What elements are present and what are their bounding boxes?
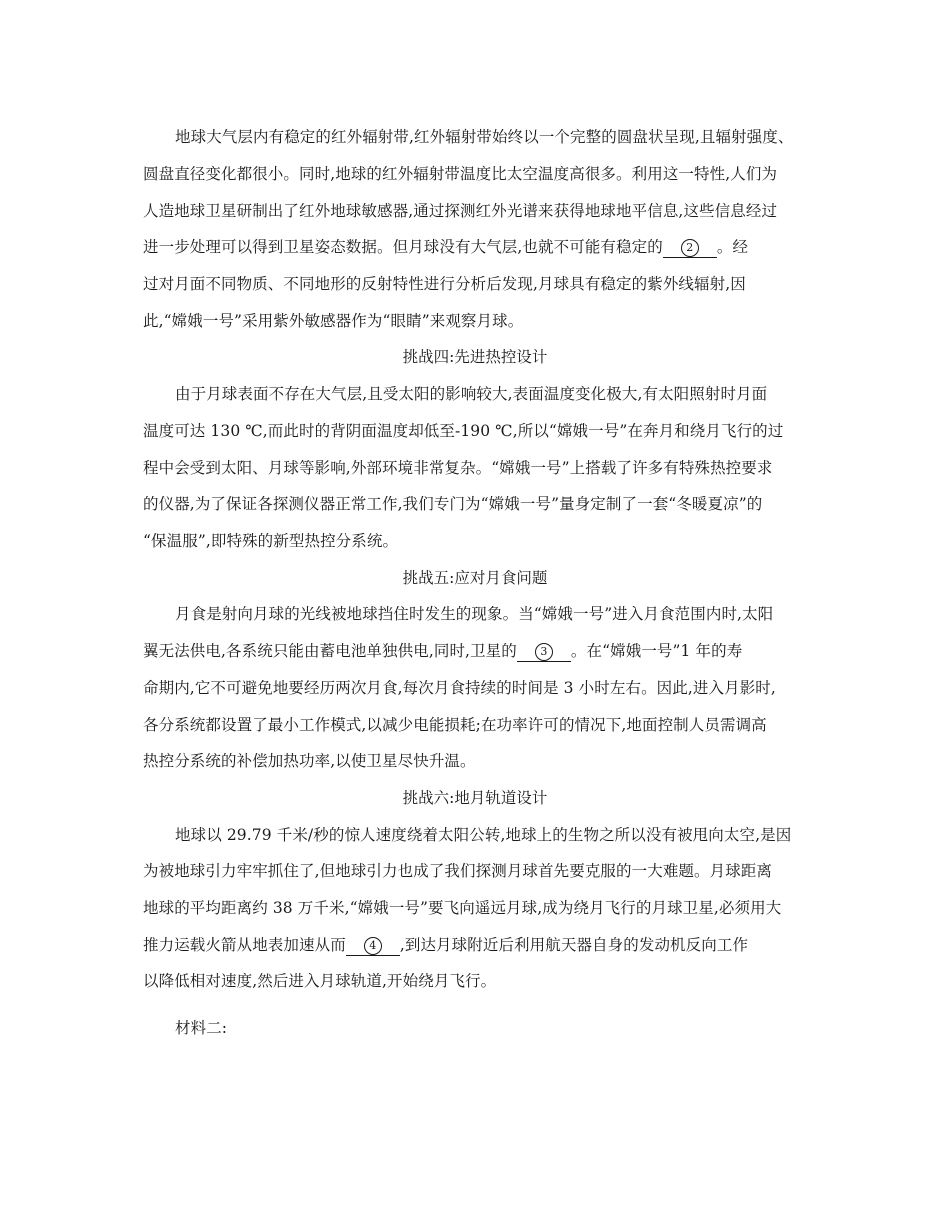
paragraph-line: 为被地球引力牢牢抓住了,但地球引力也成了我们探测月球首先要克服的一大难题。月球距离 bbox=[143, 862, 773, 880]
text-before-blank: 推力运载火箭从地表加速从而 bbox=[143, 936, 346, 954]
text-before-blank: 进一步处理可以得到卫星姿态数据。但月球没有大气层,也就不可能有稳定的 bbox=[143, 238, 663, 256]
paragraph-line-with-blank bbox=[143, 237, 843, 259]
paragraph-line: 此,“嫦娥一号”采用紫外敏感器作为“眼睛”来观察月球。 bbox=[143, 312, 524, 330]
paragraph-line: 过对月面不同物质、不同地形的反射特性进行分析后发现,月球具有稳定的紫外线辐射,因 bbox=[143, 275, 746, 293]
paragraph-line: 地球大气层内有稳定的红外辐射带,红外辐射带始终以一个完整的圆盘状呈现,且辐射强度、 bbox=[175, 128, 794, 146]
blank-number: 4 bbox=[364, 937, 382, 955]
blank-number: 3 bbox=[535, 643, 553, 661]
answer-blank-3[interactable] bbox=[517, 642, 571, 662]
paragraph-line: 由于月球表面不存在大气层,且受太阳的影响较大,表面温度变化极大,有太阳照射时月面 bbox=[175, 385, 768, 403]
paragraph-line: 地球的平均距离约 38 万千米,“嫦娥一号”要飞向遥远月球,成为绕月飞行的月球卫星,必须用大 bbox=[143, 899, 782, 917]
text-before-blank: 翼无法供电,各系统只能由蓄电池单独供电,同时,卫星的 bbox=[143, 642, 517, 660]
paragraph-line: 人造地球卫星研制出了红外地球敏感器,通过探测红外光谱来获得地球地平信息,这些信息经过 bbox=[143, 202, 778, 220]
paragraph-line: 热控分系统的补偿加热功率,以使卫星尽快升温。 bbox=[143, 752, 476, 770]
paragraph-line: 各分系统都设置了最小工作模式,以减少电能损耗;在功率许可的情况下,地面控制人员需调高 bbox=[143, 716, 767, 734]
paragraph-line: 月食是射向月球的光线被地球挡住时发生的现象。当“嫦娥一号”进入月食范围内时,太阳 bbox=[175, 605, 774, 623]
text-after-blank: 。在“嫦娥一号”1 年的寿 bbox=[570, 642, 743, 660]
paragraph-line: 以降低相对速度,然后进入月球轨道,开始绕月飞行。 bbox=[143, 972, 497, 990]
text-after-blank: 。经 bbox=[716, 238, 749, 256]
paragraph-line: 圆盘直径变化都很小。同时,地球的红外辐射带温度比太空温度高很多。利用这一特性,人们为 bbox=[143, 165, 778, 183]
blank-number: 2 bbox=[681, 239, 699, 257]
paragraph-line: 命期内,它不可避免地要经历两次月食,每次月食持续的时间是 3 小时左右。因此,进入月影时, bbox=[143, 679, 776, 697]
section-heading-6: 挑战六:地月轨道设计 bbox=[402, 789, 548, 807]
material-label: 材料二: bbox=[175, 1019, 228, 1037]
paragraph-line: 地球以 29.79 千米/秒的惊人速度绕着太阳公转,地球上的生物之所以没有被甩向太空,是因 bbox=[175, 826, 792, 844]
answer-blank-2[interactable] bbox=[663, 238, 717, 258]
answer-blank-4[interactable] bbox=[346, 936, 400, 956]
paragraph-line-with-blank bbox=[143, 935, 843, 957]
paragraph-line: 温度可达 130 ℃,而此时的背阴面温度却低至-190 ℃,所以“嫦娥一号”在奔月和绕月飞行的过 bbox=[143, 422, 784, 440]
paragraph-line-with-blank bbox=[143, 641, 843, 663]
paragraph-line: 的仪器,为了保证各探测仪器正常工作,我们专门为“嫦娥一号”量身定制了一套“冬暖夏凉”的 bbox=[143, 495, 763, 513]
text-after-blank: ,到达月球附近后利用航天器自身的发动机反向工作 bbox=[399, 936, 749, 954]
section-heading-4: 挑战四:先进热控设计 bbox=[402, 348, 548, 366]
paragraph-line: 程中会受到太阳、月球等影响,外部环境非常复杂。“嫦娥一号”上搭载了许多有特殊热控要求 bbox=[143, 459, 773, 477]
section-heading-5: 挑战五:应对月食问题 bbox=[402, 569, 548, 587]
paragraph-line: “保温服”,即特殊的新型热控分系统。 bbox=[143, 532, 399, 550]
